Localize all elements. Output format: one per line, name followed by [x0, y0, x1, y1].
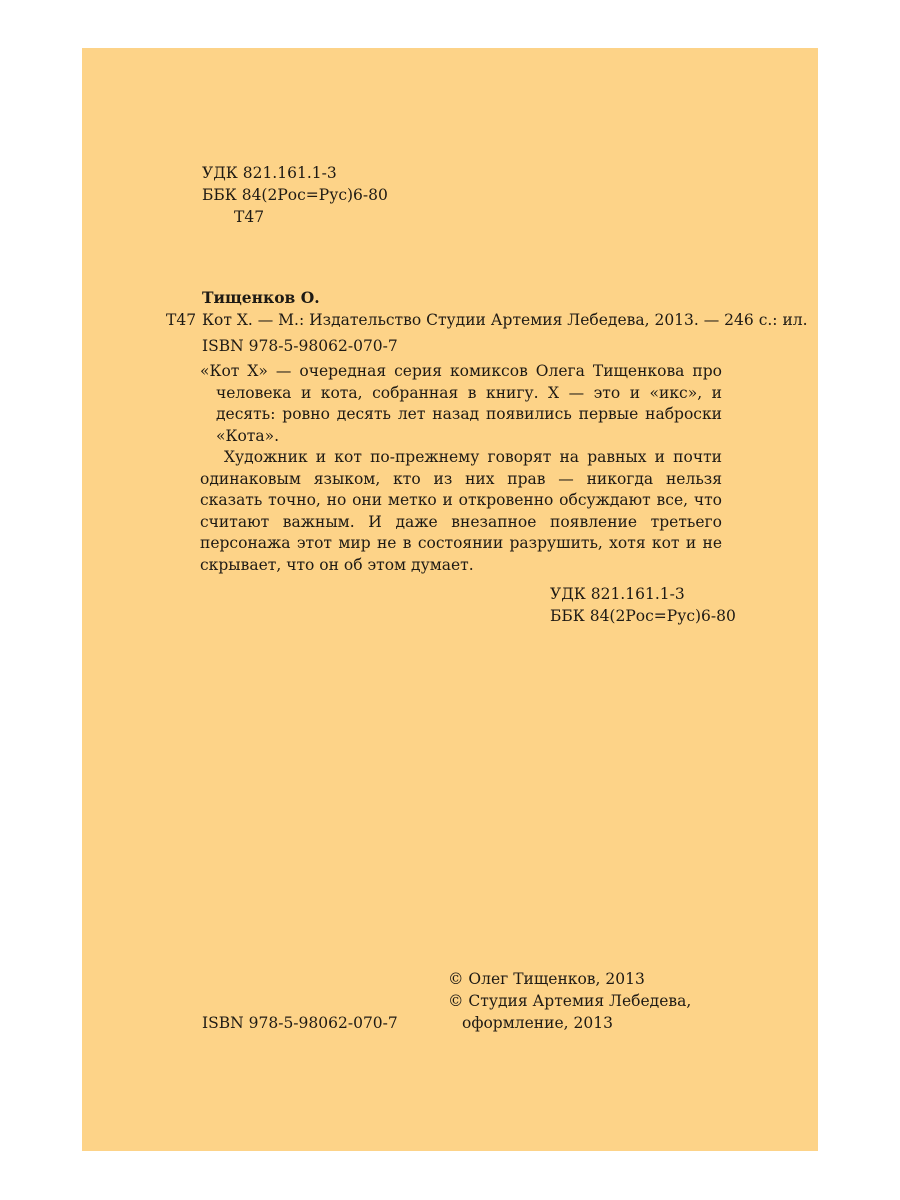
right-bbk: ББК 84(2Рос=Рус)6-80 — [550, 607, 736, 625]
author-heading: Тищенков О. — [202, 288, 320, 307]
record-isbn: ISBN 978-5-98062-070-7 — [202, 337, 398, 355]
top-udk: УДК 821.161.1-3 — [202, 164, 337, 182]
copyright-studio: © Студия Артемия Лебедева, — [448, 992, 692, 1010]
annotation-paragraph-1: «Кот Х» — очередная серия комиксов Олега Тищенкова про человека и кота, собранная в книгу. Х — это и «икс», и десять: ровно десять лет назад появились первые наброски «Кота». — [200, 362, 722, 445]
book-page — [82, 48, 818, 1151]
right-udk: УДК 821.161.1-3 — [550, 585, 685, 603]
annotation — [200, 361, 722, 576]
annotation-paragraph-2: Художник и кот по-прежнему говорят на равных и почти одинаковым языком, кто из них прав — никогда нельзя сказать точно, но они метко и откровенно обсуждают все, что считают важным. И даже внезапное появление третьего персонажа этот мир не в состоянии разрушить, хотя кот и не скрывает, что он об этом думает. — [200, 448, 722, 574]
top-author-mark: Т47 — [234, 208, 265, 226]
copyright-author: © Олег Тищенков, 2013 — [448, 970, 645, 988]
copyright-studio-cont: оформление, 2013 — [462, 1014, 613, 1032]
footer-isbn: ISBN 978-5-98062-070-7 — [202, 1014, 398, 1032]
top-bbk: ББК 84(2Рос=Рус)6-80 — [202, 186, 388, 204]
side-author-mark: Т47 — [166, 311, 197, 329]
title-line: Кот Х. — М.: Издательство Студии Артемия Лебедева, 2013. — 246 с.: ил. — [202, 311, 808, 329]
